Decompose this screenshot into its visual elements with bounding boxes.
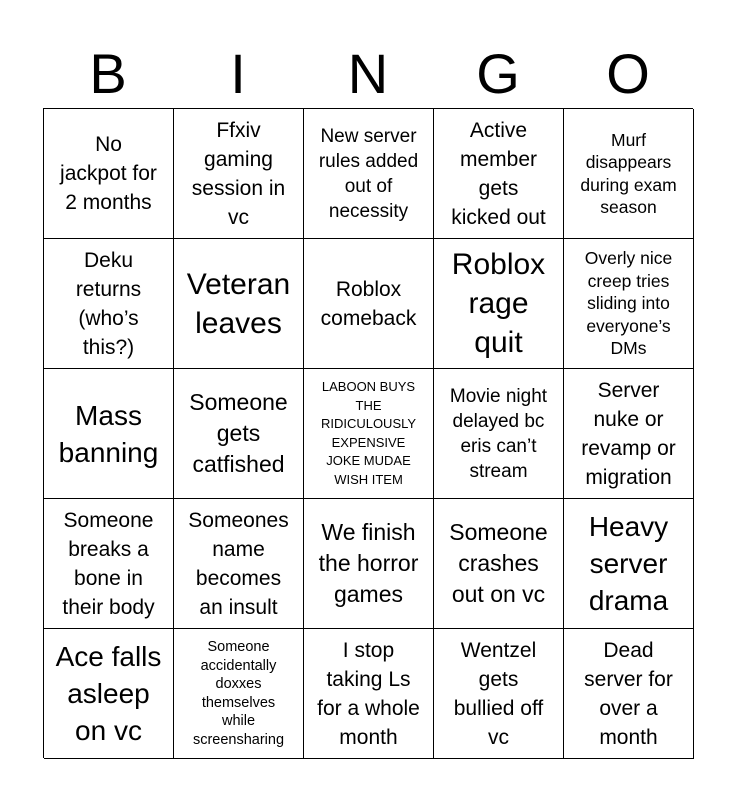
header-letter-g: G <box>476 42 520 105</box>
bingo-cell-r1c1[interactable] <box>44 109 174 239</box>
bingo-cell-r5c1[interactable] <box>44 629 174 759</box>
cell-text: New server rules added out of necessity <box>318 125 419 222</box>
bingo-cell-r3c5[interactable] <box>564 369 694 499</box>
cell-text: Veteran leaves <box>186 267 291 340</box>
header-letter-o: O <box>606 42 650 105</box>
bingo-cell-r3c3[interactable] <box>304 369 434 499</box>
cell-text: Murf disappears during exam season <box>580 129 677 217</box>
cell-text: Dead server for over a month <box>584 638 673 749</box>
bingo-cell-r4c5[interactable] <box>564 499 694 629</box>
cell-text: We finish the horror games <box>318 519 419 607</box>
cell-text: Active member gets kicked out <box>451 118 546 229</box>
cell-text: Mass banning <box>58 399 159 468</box>
bingo-cell-r2c2[interactable] <box>174 239 304 369</box>
cell-text: Someones name becomes an insult <box>188 508 289 619</box>
bingo-cell-r1c4[interactable] <box>434 109 564 239</box>
cell-text: Heavy server drama <box>588 511 669 616</box>
bingo-cell-r3c1[interactable] <box>44 369 174 499</box>
bingo-cell-r4c3[interactable] <box>304 499 434 629</box>
bingo-cell-r5c3[interactable] <box>304 629 434 759</box>
bingo-cell-r5c4[interactable] <box>434 629 564 759</box>
cell-text: No jackpot for 2 months <box>60 133 157 214</box>
bingo-cell-r4c2[interactable] <box>174 499 304 629</box>
bingo-cell-r1c3[interactable] <box>304 109 434 239</box>
cell-text: Roblox rage quit <box>451 248 546 359</box>
bingo-cell-r3c2[interactable] <box>174 369 304 499</box>
bingo-header <box>43 40 693 108</box>
cell-text: Roblox comeback <box>320 277 417 330</box>
cell-text: Someone breaks a bone in their body <box>62 508 155 619</box>
cell-text: Someone gets catfished <box>189 389 288 477</box>
bingo-cell-r4c4[interactable] <box>434 499 564 629</box>
cell-text: Someone crashes out on vc <box>449 519 548 607</box>
cell-text: LABOON BUYS THE RIDICULOUSLY EXPENSIVE JOKE MUDAE WISH ITEM <box>320 379 417 487</box>
cell-text: Overly nice creep tries sliding into everyone’s DMs <box>584 248 673 359</box>
bingo-cell-r2c4[interactable] <box>434 239 564 369</box>
bingo-cell-r5c2[interactable] <box>174 629 304 759</box>
cell-text: I stop taking Ls for a whole month <box>317 638 420 749</box>
cell-text: Movie night delayed bc eris can’t stream <box>449 385 548 482</box>
cell-text: Someone accidentally doxxes themselves while screensharing <box>192 639 285 748</box>
bingo-cell-r4c1[interactable] <box>44 499 174 629</box>
bingo-cell-r2c1[interactable] <box>44 239 174 369</box>
cell-text: Server nuke or revamp or migration <box>581 378 676 489</box>
header-letter-n: N <box>347 42 389 105</box>
bingo-cell-r3c4[interactable] <box>434 369 564 499</box>
bingo-cell-r2c5[interactable] <box>564 239 694 369</box>
cell-text: Deku returns (who’s this?) <box>75 248 142 359</box>
header-letter-b: B <box>89 42 127 105</box>
cell-text: Ace falls asleep on vc <box>55 641 162 746</box>
cell-text: Wentzel gets bullied off vc <box>453 638 544 749</box>
bingo-board <box>43 108 693 758</box>
bingo-cell-r1c5[interactable] <box>564 109 694 239</box>
cell-text: Ffxiv gaming session in vc <box>191 118 286 229</box>
bingo-cell-r1c2[interactable] <box>174 109 304 239</box>
header-letter-i: I <box>230 42 246 105</box>
bingo-cell-r2c3[interactable] <box>304 239 434 369</box>
bingo-cell-r5c5[interactable] <box>564 629 694 759</box>
